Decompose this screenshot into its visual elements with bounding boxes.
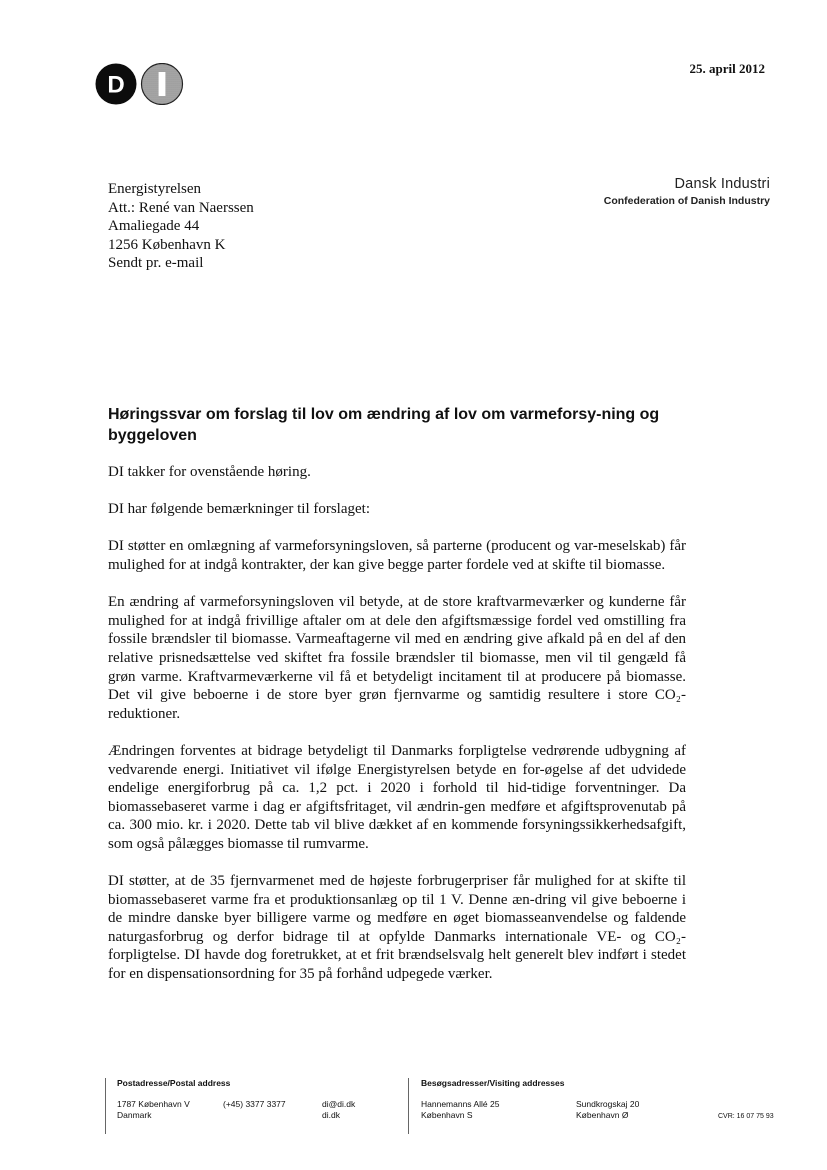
- sender-subtitle: Confederation of Danish Industry: [603, 195, 770, 207]
- letter-body: [108, 463, 686, 1002]
- postal-line1: 1787 København V: [117, 1099, 190, 1109]
- visit1-line2: København S: [421, 1110, 473, 1120]
- recipient-line: 1256 København K: [108, 236, 226, 253]
- recipient-line: Energistyrelsen: [108, 181, 202, 197]
- logo-d-letter: D: [107, 71, 125, 99]
- logo-i-letter: [159, 72, 166, 96]
- sender-name: Dansk Industri: [674, 176, 770, 192]
- footer-cvr: CVR: 16 07 75 93: [718, 1113, 774, 1120]
- paragraph: DI har følgende bemærkninger til forslaget:: [108, 501, 371, 518]
- visit2-line1: Sundkrogskaj 20: [576, 1099, 640, 1109]
- paragraph: DI støtter en omlægning af varmeforsyningsloven, så parterne (producent og var-meselskab) får mulighed for at indgå kontrakter, der kan give begge parter fordele ved at skifte til biomasse.: [108, 538, 686, 573]
- letter-title: Høringssvar om forslag til lov om ændring af lov om varmeforsy-ning og byggeloven: [108, 406, 660, 444]
- letter-date: 25. april 2012: [689, 61, 765, 76]
- recipient-line: Sendt pr. e-mail: [108, 255, 204, 271]
- paragraph: DI takker for ovenstående høring.: [108, 464, 311, 480]
- recipient-line: Att.: René van Naerssen: [108, 199, 254, 216]
- footer: [0, 1070, 827, 1130]
- postal-line2: Danmark: [117, 1110, 152, 1120]
- footer-email[interactable]: di@di.dk: [322, 1099, 356, 1109]
- paragraph: DI støtter, at de 35 fjernvarmenet med de højeste forbrugerpriser får mulighed for at skifte til biomassebaseret varme fra et produktionsanlæg op til 1 V. Denne æn-dring vil give beboerne i de mindre danske byer billigere varme og medføre en øget biomasseanvendelse og faldende naturgasforbrug og derfor bidrage til at opfylde Danmarks internationale VE- og CO₂-forpligtelse. DI havde dog foretrukket, at et frit brændselsvalg helt generelt blev indført i stedet for en dispensationsordning for 35 på forhånd udpegede værker.: [108, 873, 686, 983]
- footer-divider: [105, 1078, 106, 1134]
- postal-heading: Postadresse/Postal address: [117, 1078, 231, 1088]
- recipient-address: [108, 180, 254, 273]
- visit1-line1: Hannemanns Allé 25: [421, 1099, 500, 1109]
- recipient-line: Amaliegade 44: [108, 218, 200, 234]
- footer-web[interactable]: di.dk: [322, 1110, 340, 1120]
- visiting-heading: Besøgsadresser/Visiting addresses: [421, 1078, 565, 1088]
- visit2-line2: København Ø: [576, 1110, 629, 1120]
- di-logo: [95, 63, 187, 105]
- footer-divider: [408, 1078, 409, 1134]
- footer-phone: (+45) 3377 3377: [223, 1099, 286, 1109]
- sender-block: [604, 176, 770, 207]
- paragraph: En ændring af varmeforsyningsloven vil betyde, at de store kraftvarmeværker og kunderne får mulighed for at indgå frivillige aftaler om at dele den afgiftsmæssige fordel ved omstilling fra fossile brændsler til biomasse. Varmeaftagerne vil med en ændring give afkald på en del af den relative prisnedsættelse ved skiftet fra fossile brændsler til biomasse, men vil til gengæld få grøn varme. Kraftvarmeværkerne vil få et betydeligt incitament til at producere på biomasse. Det vil give beboerne i de store byer grøn fjernvarme og samtidig resultere i store CO₂-reduktioner.: [108, 594, 686, 722]
- paragraph: Ændringen forventes at bidrage betydeligt til Danmarks forpligtelse vedrørende udbygning af vedvarende energi. Initiativet vil ifølge Energistyrelsen betyde en for-øgelse af det udvidede endelige energiforbrug på ca. 1,2 pct. i 2020 i forhold til hid-tidige forventninger. Da biomassebaseret varme i dag er afgiftsfritaget, vil ændrin-gen medføre et afgiftsprovenutab på ca. 300 mio. kr. i 2020. Dette tab vil blive dækket af en kommende forsyningssikkerhedsafgift, som også pålægges biomasse til rumvarme.: [108, 742, 686, 852]
